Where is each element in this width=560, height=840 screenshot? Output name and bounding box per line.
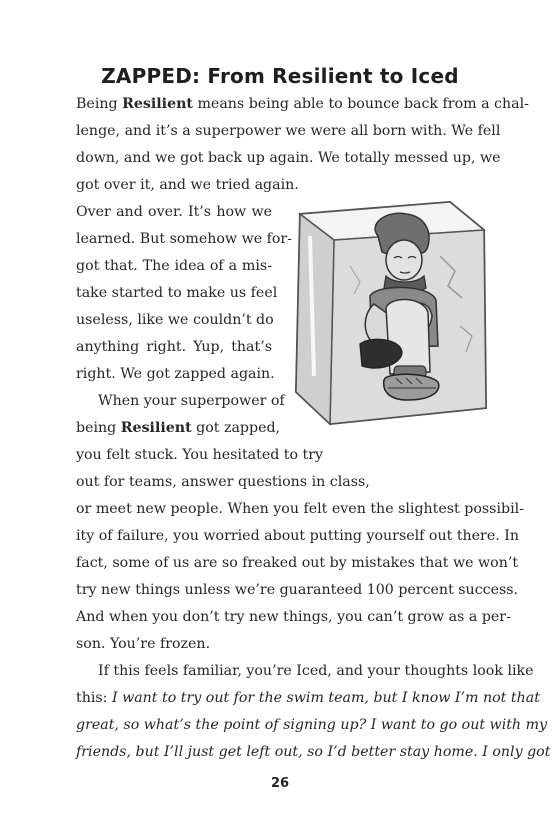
text-line: lenge, and it’s a superpower we were all born with. We fell: [76, 123, 501, 139]
text-line: anything right. Yup, that’s: [76, 339, 272, 355]
text-line: right. We got zapped again.: [76, 366, 275, 382]
text-line: you felt stuck. You hesitated to try: [76, 447, 324, 463]
text-line: ity of failure, you worried about putting yourself out there. In: [76, 528, 519, 544]
text-line: Being Resilient means being able to bounce back from a chal-: [76, 96, 529, 112]
text-line: or meet new people. When you felt even the slightest possibil-: [76, 501, 524, 517]
page-title: ZAPPED: From Resilient to Iced: [101, 64, 459, 88]
bold-term: Resilient: [122, 96, 193, 112]
text-line: If this feels familiar, you’re Iced, and your thoughts look like: [98, 663, 534, 679]
ice-cube-illustration: [290, 196, 490, 426]
text-line: got that. The idea of a mis-: [76, 258, 272, 274]
text-line: Over and over. It’s how we: [76, 204, 272, 220]
text-line: And when you don’t try new things, you can’t grow as a per-: [76, 609, 511, 625]
text-line: son. You’re frozen.: [76, 636, 211, 652]
text-line: When your superpower of: [98, 393, 285, 409]
text-line: try new things unless we’re guaranteed 100 percent success.: [76, 582, 519, 598]
text-line: learned. But somehow we for-: [76, 231, 293, 247]
text-line: got over it, and we tried again.: [76, 177, 299, 193]
text-line: great, so what’s the point of signing up? I want to go out with my: [76, 717, 548, 733]
text-line: down, and we got back up again. We totally messed up, we: [76, 150, 501, 166]
text-line: being Resilient got zapped,: [76, 420, 281, 436]
text-line: fact, some of us are so freaked out by mistakes that we won’t: [76, 555, 519, 571]
bold-term: Resilient: [120, 420, 192, 436]
text-line: useless, like we couldn’t do: [76, 312, 274, 328]
text-line: friends, but I’ll just get left out, so I’d better stay home. I only got: [76, 744, 551, 760]
page-number: 26: [270, 776, 290, 791]
text-line: this: I want to try out for the swim team, but I know I’m not that: [76, 690, 540, 706]
text-line: out for teams, answer questions in class,: [76, 474, 370, 490]
text-line: take started to make us feel: [76, 285, 278, 301]
